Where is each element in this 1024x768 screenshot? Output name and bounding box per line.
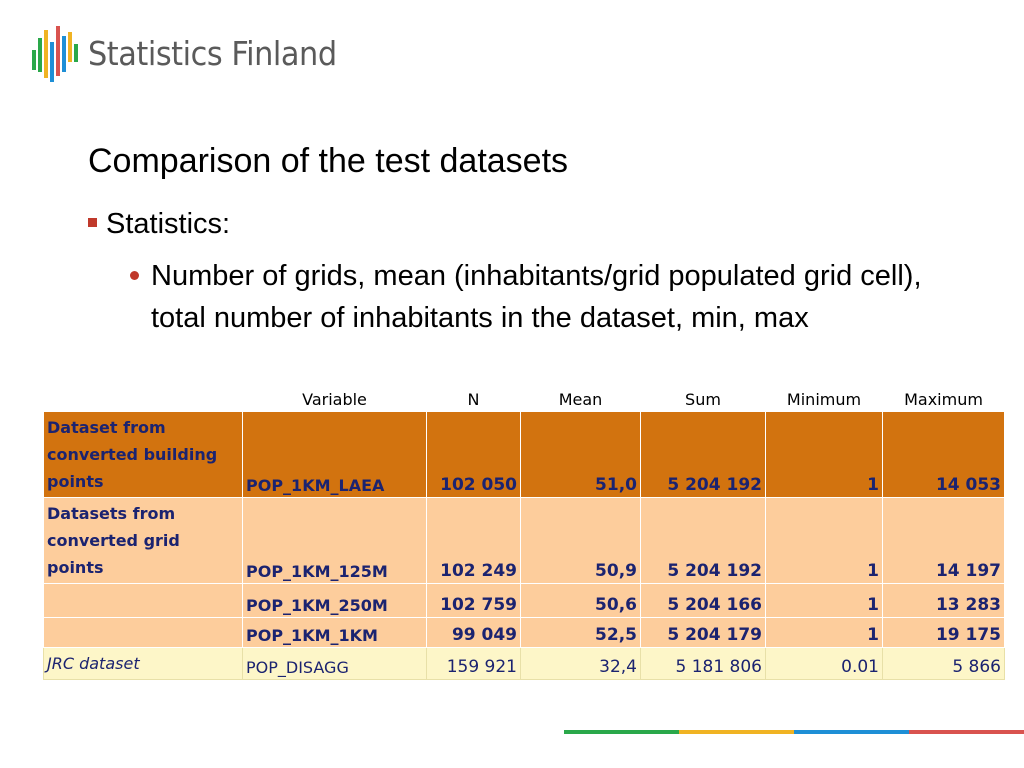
- table-row: [44, 412, 1005, 498]
- column-header: Minimum: [786, 390, 862, 409]
- n-cell: 102 759: [427, 584, 521, 618]
- table-header-row: [44, 387, 1005, 412]
- min-cell: 1: [766, 584, 883, 618]
- n-cell: 99 049: [427, 618, 521, 648]
- mean-cell: 50,6: [521, 584, 641, 618]
- sum-cell: 5 181 806: [641, 648, 766, 680]
- round-bullet-icon: [130, 271, 139, 280]
- n-cell: 102 050: [427, 412, 521, 498]
- variable-cell: POP_1KM_LAEA: [243, 412, 427, 498]
- column-header: [44, 387, 243, 412]
- table-row: [44, 648, 1005, 680]
- bullet-level1: [88, 208, 230, 241]
- column-header: N: [467, 390, 480, 409]
- max-cell: 14 197: [883, 498, 1005, 584]
- statistics-table: [43, 387, 1005, 680]
- max-cell: 13 283: [883, 584, 1005, 618]
- footer-bar-blue: [794, 730, 909, 734]
- table-row: [44, 618, 1005, 648]
- logo-text: Statistics Finland: [88, 34, 337, 73]
- max-cell: 14 053: [883, 412, 1005, 498]
- mean-cell: 50,9: [521, 498, 641, 584]
- column-header: Maximum: [904, 390, 983, 409]
- sum-cell: 5 204 192: [641, 412, 766, 498]
- footer-bar-yellow: [679, 730, 794, 734]
- row-label: [44, 584, 243, 618]
- mean-cell: 51,0: [521, 412, 641, 498]
- variable-cell: POP_1KM_250M: [243, 584, 427, 618]
- statistics-finland-logo: [30, 24, 80, 88]
- square-bullet-icon: [88, 218, 97, 227]
- max-cell: 5 866: [883, 648, 1005, 680]
- table-row: [44, 498, 1005, 584]
- row-label: Dataset from converted building points: [44, 412, 243, 498]
- table-row: [44, 584, 1005, 618]
- mean-cell: 32,4: [521, 648, 641, 680]
- min-cell: 0.01: [766, 648, 883, 680]
- column-header: Variable: [302, 390, 367, 409]
- min-cell: 1: [766, 498, 883, 584]
- logo-mark-icon: [30, 24, 80, 88]
- sum-cell: 5 204 179: [641, 618, 766, 648]
- variable-cell: POP_1KM_1KM: [243, 618, 427, 648]
- footer-bar-red: [909, 730, 1024, 734]
- row-label: [44, 618, 243, 648]
- variable-cell: POP_1KM_125M: [243, 498, 427, 584]
- column-header: Sum: [685, 390, 721, 409]
- column-header: Mean: [558, 390, 603, 409]
- slide-title: Comparison of the test datasets: [88, 142, 569, 180]
- mean-cell: 52,5: [521, 618, 641, 648]
- footer-bar-green: [564, 730, 679, 734]
- bullet-level2-text: Number of grids, mean (inhabitants/grid populated grid cell), total number of inhabitants in the dataset, min, max: [151, 260, 922, 334]
- min-cell: 1: [766, 618, 883, 648]
- variable-cell: POP_DISAGG: [243, 648, 427, 680]
- max-cell: 19 175: [883, 618, 1005, 648]
- row-label: JRC dataset: [44, 648, 243, 680]
- bullet-level2: [130, 255, 960, 339]
- n-cell: 159 921: [427, 648, 521, 680]
- sum-cell: 5 204 192: [641, 498, 766, 584]
- bullet-level1-text: Statistics:: [106, 208, 231, 240]
- sum-cell: 5 204 166: [641, 584, 766, 618]
- row-label: Datasets from converted grid points: [44, 498, 243, 584]
- n-cell: 102 249: [427, 498, 521, 584]
- min-cell: 1: [766, 412, 883, 498]
